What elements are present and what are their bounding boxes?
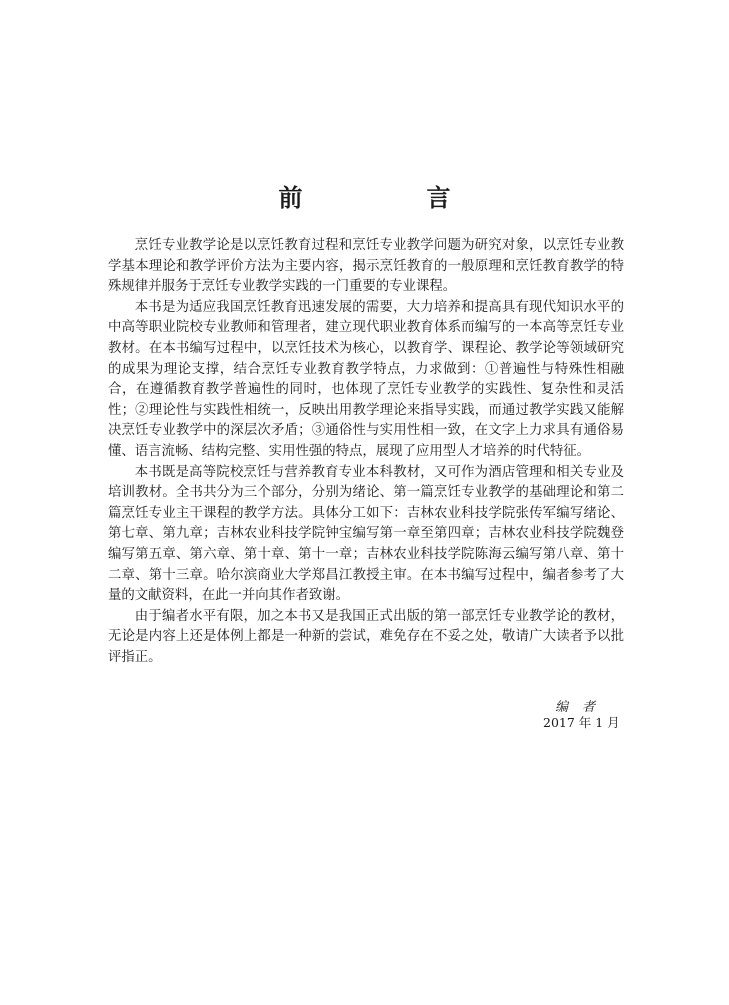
paragraph-1: 烹饪专业教学论是以烹饪教育过程和烹饪专业教学问题为研究对象，以烹饪专业教学基本理论和教学评价方法为主要内容，揭示烹饪教育的一般原理和烹饪教育教学的特殊规律并服务于烹饪专业教学实践的一门重要的专业课程。	[108, 238, 624, 295]
signature-author: 编者	[555, 700, 610, 715]
page-title: 前 言	[278, 184, 501, 212]
paragraph-4: 由于编者水平有限，加之本书又是我国正式出版的第一部烹饪专业教学论的教材，无论是内容上还是体例上都是一种新的尝试，难免存在不妥之处，敬请广大读者予以批评指正。	[108, 608, 624, 665]
paragraph-2: 本书是为适应我国烹饪教育迅速发展的需要，大力培养和提高具有现代知识水平的中高等职业院校专业教师和管理者，建立现代职业教育体系而编写的一本高等烹饪专业教材。在本书编写过程中，以烹饪技术为核心，以教育学、课程论、教学论等领域研究的成果为理论支撑，结合烹饪专业教育教学特点，力求做到：①普遍性与特殊性相融合，在遵循教育教学普遍性的同时，也体现了烹饪专业教学的实践性、复杂性和灵活性；②理论性与实践性相统一，反映出用教学理论来指导实践，而通过教学实践又能解决烹饪专业教学中的深层次矛盾；③通俗性与实用性相一致，在文字上力求具有通俗易懂、语言流畅、结构完整、实用性强的特点，展现了应用型人才培养的时代特征。	[108, 299, 624, 459]
preface-body	[108, 236, 624, 668]
signature-date: 2017 年 1 月	[543, 715, 620, 730]
paragraph-3: 本书既是高等院校烹饪与营养教育专业本科教材，又可作为酒店管理和相关专业及培训教材。全书共分为三个部分，分别为绪论、第一篇烹饪专业教学的基础理论和第二篇烹饪专业主干课程的教学方法。具体分工如下：吉林农业科技学院张传军编写绪论、第七章、第九章；吉林农业科技学院钟宝编写第一章至第四章；吉林农业科技学院魏登编写第五章、第六章、第十章、第十一章；吉林农业科技学院陈海云编写第八章、第十二章、第十三章。哈尔滨商业大学郑昌江教授主审。在本书编写过程中，编者参考了大量的文献资料，在此一并向其作者致谢。	[108, 464, 624, 604]
